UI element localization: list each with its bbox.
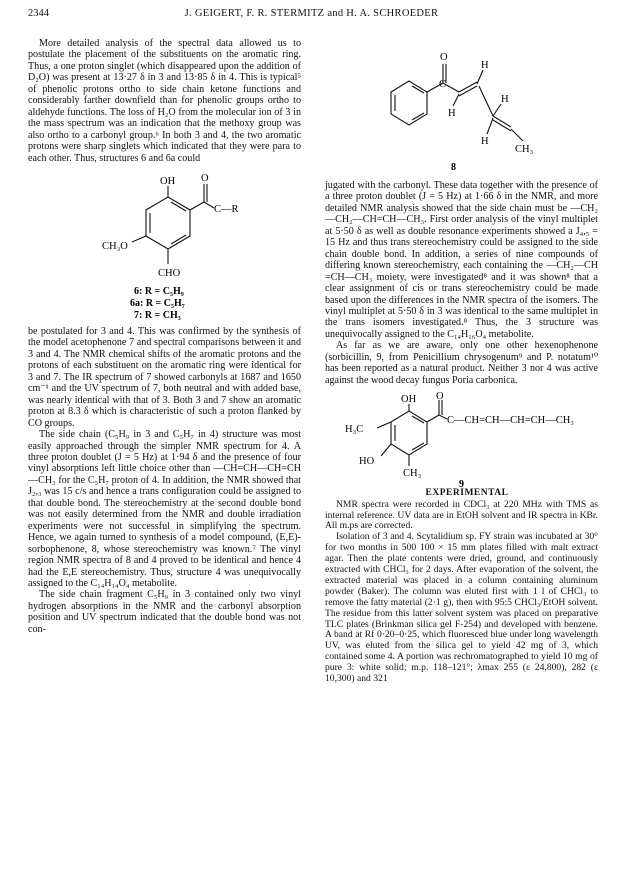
- struct8-oxygen: O: [440, 52, 448, 63]
- left-paragraph-3: The side chain (C₅H₉ in 3 and C₅H₇ in 4) structure was most easily approached through the simpler NMR spectrum for 4. A three proton doublet (J = 5 Hz) at 1·94 δ and the presence of four vinyl absorptions left little choice other than —CH=CH—CH=CH—CH₃ for the C₅H₇ proton of 4. In addition, the NMR showed that J₂,₃ was 15 c/s and hence a trans configuration could be assigned to that double bond. The stereochemistry at the second double bond was not easily determined from the NMR and double irradiation experiments were not successful in simplifying the spectrum. Hence, we again turned to synthesis of a model compound, (E,E)-sorbophenone, 8, whose stereochemistry was known.⁷ The vinyl region NMR spectra of 8 and 4 proved to be identical and hence 4 had the E,E stereochemistry. Thus, structure 4 was unequivocally assigned to the C₁₄H₁₄O₄ metabolite.: [28, 429, 301, 589]
- page-header: [28, 8, 595, 24]
- right-paragraph-1: jugated with the carbonyl. These data together with the presence of a three proton doublet (J = 5 Hz) at 1·66 δ in the NMR, and more detailed NMR analysis showed that the side chain must be —CH₂—CH₂—CH=CH—CH₃. First order analysis of the vinyl multiplet at 5·50 δ as well as double resonance experiments showed a J₄,₅ = 15 Hz and thus trans stereochemistry could be assigned to the side chain double bond. In addition, a series of nine compounds of differing known stereochemistry, each containing the —CH₂—CH =CH—CH₃ moiety, were investigated⁸ and it was shown⁸ that a clear assignment of cis or trans stereochemistry could be made based upon the differences in the NMR spectra of the isomers. The vinyl multiplet at 5·50 δ in 3 was identical to the same multiplet in the trans isomers investigated.⁸ Thus, the 3 structure was unequivocally assigned to the C₁₄H₁₆O₄ metabolite.: [325, 180, 598, 340]
- structure-8-drawing: [325, 30, 598, 175]
- left-paragraph-2: be postulated for 3 and 4. This was confirmed by the synthesis of the model acetophenone 7 and spectral comparisons between it and 3 and 4. The NMR chemical shifts of the aromatic protons and the protons of each substituent on the aromatic ring were identical for 3 and 7. The IR spectrum of 7 showed carbonyls at 1687 and 1650 cm⁻¹ and the UV spectrum of 7, both neutral and with added base, was nearly identical with that of 3. Both 3 and 7 show an aromatic proton at 8.3 δ which is characteristic of such a proton flanked by CO groups.: [28, 325, 301, 429]
- right-paragraph-4: Isolation of 3 and 4. Scytalidium sp. FY strain was incubated at 30° for two months in 500 100 × 15 mm plates filled with malt extract agar. Then the plate contents were dried, ground, and continuously extracted with CHCl₃ for 2 days. After evaporation of the solvent, the extracted material was placed in a column containing aluminum powder (Baker). The column was eluted first with 1 l of CHCl₃ to remove the fatty material (2·1 g), then with 95:5 CHCl₃/EtOH solvent. The residue from this latter solvent system was placed on preparative TLC plates (Brinkman silica gel F-254) and developed with benzene. A band at Rf 0·20–0·25, which fluoresced blue under long wavelength UV, was eluted from the silica gel to yield 42 mg of 3, which contained some 4. A portion was rechromatographed to yield 10 mg of pure 3: white solid; m.p. 118–121°; λmax 255 (ε 24,800), 282 (ε 10,300) and 321: [325, 531, 598, 685]
- oh-label: OH: [160, 175, 176, 187]
- struct9-ch3: CH₃: [403, 468, 422, 480]
- page-number: 2344: [28, 8, 49, 19]
- struct9-ho: HO: [359, 456, 375, 468]
- caption-8: 8: [451, 162, 456, 173]
- struct8-h4: H: [481, 136, 489, 147]
- caption-9: 9: [459, 479, 464, 489]
- caption-6: 6: R = C₅H₉: [134, 285, 184, 297]
- struct9-h3c: H₃C: [345, 424, 364, 436]
- experimental-heading: EXPERIMENTAL: [425, 488, 509, 499]
- structure-6-drawing: [28, 170, 301, 322]
- structure-6: [28, 170, 301, 322]
- running-title: J. GEIGERT, F. R. STERMITZ and H. A. SCHROEDER: [184, 8, 439, 19]
- oxygen-label: O: [201, 172, 209, 184]
- methoxy-label: CH₃O: [102, 240, 128, 252]
- struct9-chain: C—CH=CH—CH=CH—CH₃: [447, 415, 574, 427]
- right-paragraph-2: As far as we are aware, only one other hexenophenone (sorbicillin, 9, from Penicillium chrysogenum⁹ and P. notatum¹⁰ has been reported as a natural product. Neither 3 nor 4 was active against the wood decay fungus Poria carbonica.: [325, 340, 598, 386]
- struct9-oh: OH: [401, 394, 417, 406]
- struct8-h3: H: [501, 94, 509, 105]
- structure-9-drawing: [325, 392, 598, 488]
- cho-label: CHO: [158, 267, 181, 279]
- caption-6a: 6a: R = C₅H₇: [130, 297, 185, 309]
- struct8-carbon: C: [439, 79, 447, 90]
- struct8-h1: H: [481, 60, 489, 71]
- left-column: [28, 38, 301, 635]
- right-paragraph-3: NMR spectra were recorded in CDCl₃ at 220 MHz with TMS as internal reference. UV data are in EtOH solvent and IR spectra in KBr. All m.ps are corrected.: [325, 498, 598, 532]
- c-r-label: C—R: [214, 203, 239, 215]
- caption-7: 7: R = CH₃: [134, 309, 181, 321]
- structure-9: [325, 392, 598, 488]
- left-paragraph-1: More detailed analysis of the spectral data allowed us to postulate the placement of the substituents on the aromatic ring. Thus, a one proton singlet (which disappeared upon the addition of D₂O) was present at 13·27 δ in 3 and 13·85 δ in 4. This is typical⁵ of phenolic protons ortho to side chain ketone functions and considerably farther downfield than for phenolic groups ortho to aldehyde functions. The loss of H₂O from the molecular ion of 3 in the mass spectrum was an indication that the methoxy group was also ortho to a carbonyl group.⁶ In both 3 and 4, the two aromatic protons were sharp singlets which indicated that they were para to each other. Thus, structures 6 and 6a could: [28, 38, 301, 164]
- left-paragraph-4: The side chain fragment C₅H₉ in 3 contained only two vinyl hydrogen absorptions in the NMR and the carbonyl absorption position and UV spectrum indicated that the double bond was not con-: [28, 589, 301, 635]
- struct9-oxygen: O: [436, 392, 444, 403]
- struct8-h2: H: [448, 108, 456, 119]
- right-column: [325, 180, 598, 685]
- struct8-ch3: CH₃: [515, 144, 534, 155]
- structure-8: [325, 30, 598, 175]
